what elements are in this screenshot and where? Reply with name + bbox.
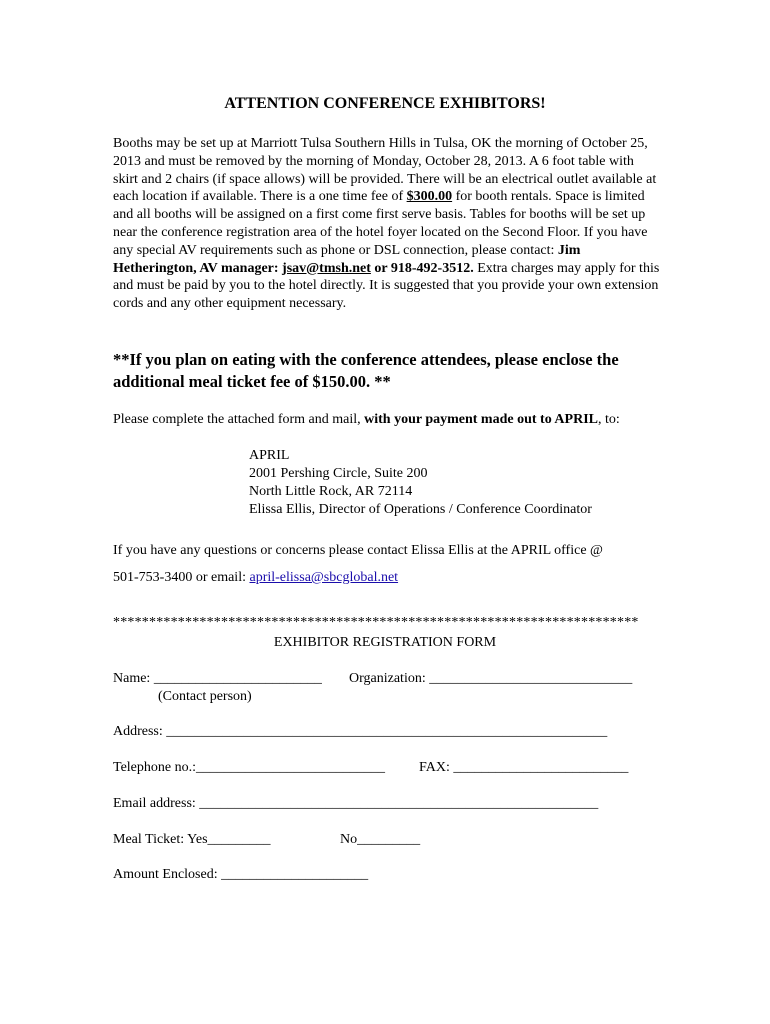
address-line: 2001 Pershing Circle, Suite 200 [249, 466, 428, 481]
av-contact-phone: or 918-492-3512. [370, 260, 474, 276]
address-line: Elissa Ellis, Director of Operations / Conference Coordinator [249, 502, 592, 517]
separator-line: ************************************************************************* [113, 615, 639, 630]
meal-ticket-notice: **If you plan on eating with the conference attendees, please enclose the additional meal ticket fee of $150.00. ** [113, 350, 619, 391]
amount-enclosed-field[interactable]: Amount Enclosed: _____________________ [113, 867, 369, 882]
questions-contact [113, 537, 673, 591]
mail-instructions-post: , to: [598, 412, 620, 427]
intro-text-3: Extra charges may apply for this and must be paid by you to the hotel directly. It is suggested that you provide your own extension cords and any other equipment necessary. [113, 260, 660, 312]
page-title: ATTENTION CONFERENCE EXHIBITORS! [224, 95, 546, 112]
contact-person-label: (Contact person) [158, 689, 252, 704]
email-field[interactable]: Email address: _________________________________________________________ [113, 796, 599, 811]
mailing-address [249, 447, 592, 519]
av-contact-email: jsav@tmsh.net [282, 260, 371, 276]
mail-instructions-pre: Please complete the attached form and mail, [113, 412, 365, 427]
name-field[interactable]: Name: ________________________ [113, 671, 322, 686]
telephone-field[interactable]: Telephone no.:___________________________ [113, 760, 385, 775]
meal-ticket-yes-field[interactable]: Meal Ticket: Yes_________ [113, 832, 271, 847]
organization-field[interactable]: Organization: _____________________________ [349, 671, 633, 686]
address-line: APRIL [249, 448, 290, 463]
address-line: North Little Rock, AR 72114 [249, 484, 413, 499]
intro-text-1: Booths may be set up at Marriott Tulsa Southern Hills in Tulsa, OK the morning of October 25, 2013 and must be removed by the morning of Monday, October 28, 2013. A 6 foot table with skirt and 2 chairs (if space allows) will be provided. There will be an electrical outlet available at each location if available. There is a one time fee of [113, 136, 657, 205]
address-field[interactable]: Address: _______________________________________________________________ [113, 724, 608, 739]
fax-field[interactable]: FAX: _________________________ [419, 760, 629, 775]
meal-ticket-no-field[interactable]: No_________ [340, 832, 421, 847]
mail-instructions [113, 411, 661, 429]
contact-email-link[interactable]: april-elissa@sbcglobal.net [249, 570, 399, 585]
questions-line-2 [113, 564, 673, 591]
form-title: EXHIBITOR REGISTRATION FORM [273, 635, 497, 650]
intro-paragraph [113, 135, 661, 313]
booth-fee: $300.00 [406, 189, 453, 205]
questions-line: If you have any questions or concerns please contact Elissa Ellis at the APRIL office @ [113, 543, 603, 558]
questions-phone: 501-753-3400 or email: [113, 570, 250, 585]
intro-text-2: for booth rentals. Space is limited and all booths will be assigned on a first come first serve basis. Tables for booths will be set up near the conference registration area of the hotel foyer located on the Second Floor. If you have any special AV requirements such as phone or DSL connection, please contact: [113, 189, 648, 258]
av-contact-name: Jim Hetherington, AV manager: [113, 242, 581, 276]
payment-instructions: with your payment made out to APRIL [364, 412, 598, 427]
